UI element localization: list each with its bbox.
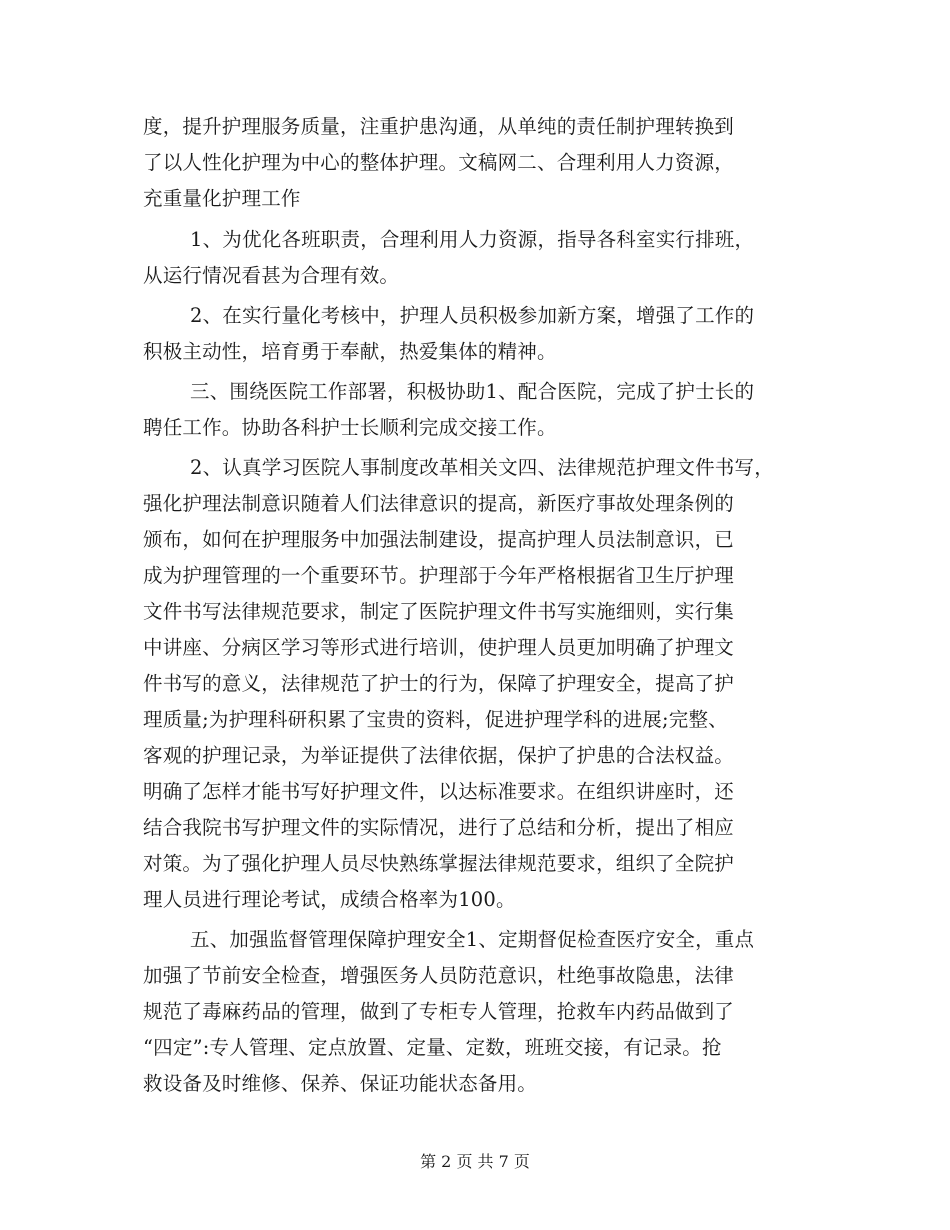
text-line: 中讲座、分病区学习等形式进行培训，使护理人员更加明确了护理文	[143, 636, 735, 659]
text-line: 结合我院书写护理文件的实际情况，进行了总结和分析，提出了相应	[143, 816, 735, 839]
text-line: 加强了节前安全检查，增强医务人员防范意识，杜绝事故隐患，法律	[143, 964, 735, 987]
text-line: 件书写的意义，法律规范了护士的行为，保障了护理安全，提高了护	[143, 672, 735, 695]
text-line: 文件书写法律规范要求，制定了医院护理文件书写实施细则，实行集	[143, 600, 735, 623]
text-line: 1、为优化各班职责，合理利用人力资源，指导各科室实行排班，	[190, 228, 755, 251]
text-line: 2、在实行量化考核中，护理人员积极参加新方案，增强了工作的	[190, 304, 755, 327]
text-line: “四定”:专人管理、定点放置、定量、定数，班班交接，有记录。抢	[143, 1036, 722, 1059]
text-line: 了以人性化护理为中心的整体护理。文稿网二、合理利用人力资源，	[143, 151, 735, 174]
text-line: 从运行情况看甚为合理有效。	[143, 264, 400, 287]
text-line: 颁布，如何在护理服务中加强法制建设，提高护理人员法制意识，已	[143, 528, 735, 551]
text-line: 充重量化护理工作	[143, 187, 301, 210]
text-line: 救设备及时维修、保养、保证功能状态备用。	[143, 1072, 538, 1095]
text-line: 成为护理管理的一个重要环节。护理部于今年严格根据省卫生厅护理	[143, 564, 735, 587]
text-line: 规范了毒麻药品的管理，做到了专柜专人管理，抢救车内药品做到了	[143, 1000, 735, 1023]
page-number-footer: 第 2 页 共 7 页	[420, 1152, 530, 1171]
text-line: 五、加强监督管理保障护理安全1、定期督促检查医疗安全，重点	[190, 928, 755, 951]
text-line: 度，提升护理服务质量，注重护患沟通，从单纯的责任制护理转换到	[143, 115, 735, 138]
text-line: 对策。为了强化护理人员尽快熟练掌握法律规范要求，组织了全院护	[143, 852, 735, 875]
text-line: 强化护理法制意识随着人们法律意识的提高，新医疗事故处理条例的	[143, 492, 735, 515]
text-line: 客观的护理记录，为举证提供了法律依据，保护了护患的合法权益。	[143, 744, 735, 767]
text-line: 积极主动性，培育勇于奉献，热爱集体的精神。	[143, 340, 557, 363]
text-line: 三、围绕医院工作部署，积极协助1、配合医院，完成了护士长的	[190, 380, 755, 403]
text-line: 理质量;为护理科研积累了宝贵的资料，促进护理学科的进展;完整、	[143, 708, 728, 731]
text-line: 理人员进行理论考试，成绩合格率为100。	[143, 888, 516, 911]
text-line: 聘任工作。协助各科护士长顺利完成交接工作。	[143, 416, 557, 439]
text-line: 2、认真学习医院人事制度改革相关文四、法律规范护理文件书写，	[190, 456, 774, 479]
text-line: 明确了怎样才能书写好护理文件，以达标准要求。在组织讲座时，还	[143, 780, 735, 803]
